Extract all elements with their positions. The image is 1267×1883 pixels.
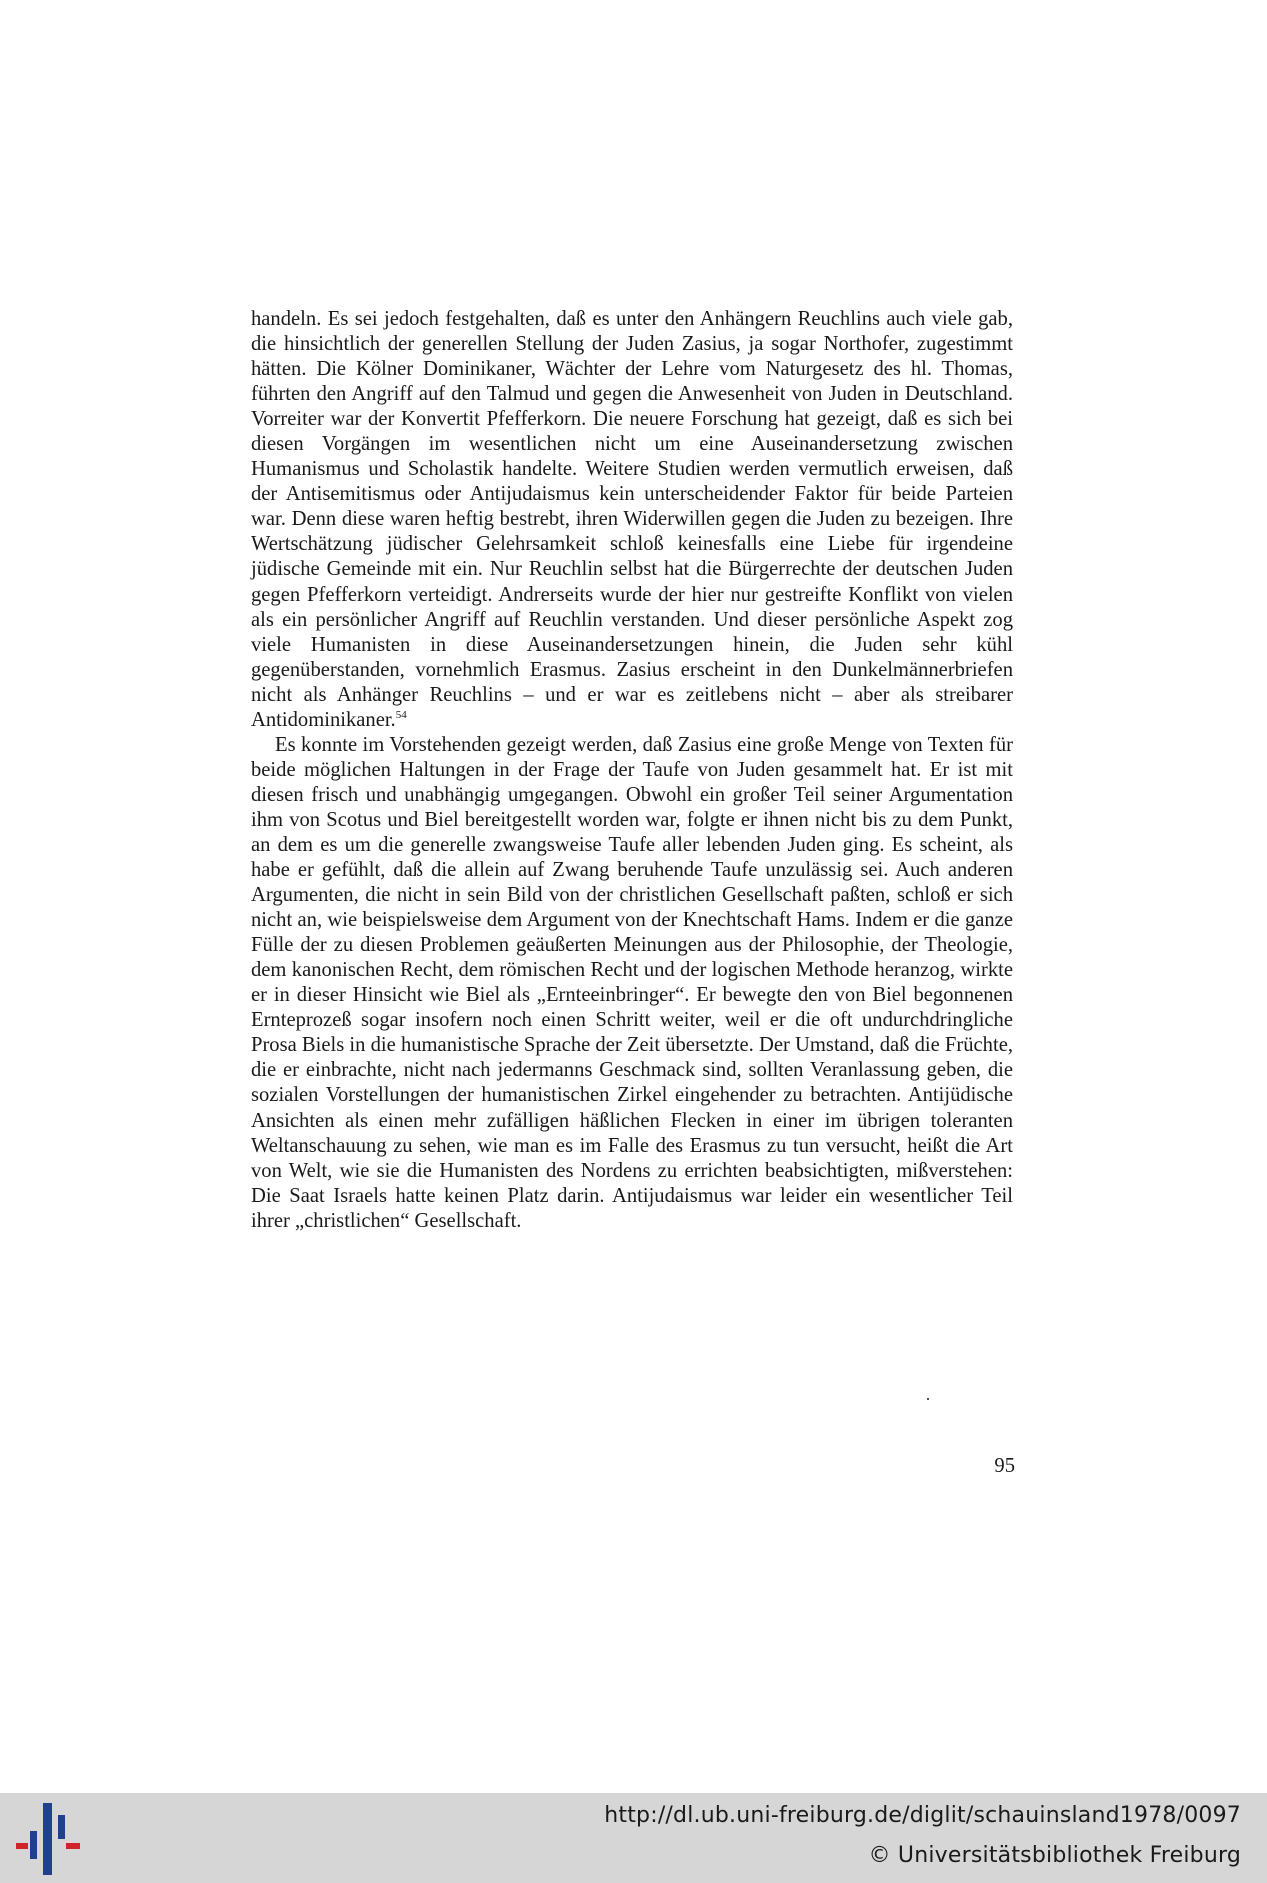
body-text — [251, 307, 1013, 1234]
permalink-url[interactable]: http://dl.ub.uni-freiburg.de/diglit/schauinsland1978/0097 — [604, 1803, 1241, 1828]
footnote-marker[interactable]: 54 — [395, 708, 407, 721]
ub-freiburg-logo-icon[interactable] — [16, 1803, 80, 1875]
scan-speck — [927, 1398, 929, 1400]
paragraph-2: Es konnte im Vorstehenden gezeigt werden, daß Zasius eine große Menge von Texten für beide möglichen Haltungen in der Frage der Taufe von Juden gesammelt hat. Er ist mit diesen frisch und unabhängig umgegangen. Obwohl ein großer Teil seiner Argumentation ihm von Scotus und Biel bereitgestellt worden war, folgte er ihnen nicht bis zu dem Punkt, an dem es um die generelle zwangsweise Taufe aller lebenden Juden ging. Es scheint, als habe er gefühlt, daß die allein auf Zwang beruhende Taufe unzulässig sei. Auch anderen Argumenten, die nicht in sein Bild von der christlichen Gesellschaft paßten, schloß er sich nicht an, wie beispielsweise dem Argument von der Knechtschaft Hams. Indem er die ganze Fülle der zu diesen Problemen geäußerten Meinungen aus der Philosophie, der Theologie, dem kanonischen Recht, dem römischen Recht und der logischen Methode heranzog, wirkte er in dieser Hinsicht wie Biel als „Ernteeinbringer“. Er bewegte den von Biel begonnenen Ernteprozeß sogar insofern noch einen Schritt weiter, weil er die oft undurchdringliche Prosa Biels in die humanistische Sprache der Zeit übersetzte. Der Umstand, daß die Früchte, die er einbrachte, nicht nach jedermanns Geschmack sind, sollten Veranlassung geben, die sozialen Vorstellungen der humanistischen Zirkel eingehender zu betrachten. Antijüdische Ansichten als einen mehr zufälligen häßlichen Flecken in einer im übrigen toleranten Weltanschauung zu sehen, wie man es im Falle des Erasmus zu tun versucht, heißt die Art von Welt, wie sie die Humanisten des Nordens zu errichten beabsichtigten, mißverstehen: Die Saat Israels hatte keinen Platz darin. Antijudaismus war leider ein wesentlicher Teil ihrer „christlichen“ Gesellschaft. — [251, 733, 1013, 1232]
page-number: 95 — [994, 1455, 1015, 1477]
copyright-notice: © Universitätsbibliothek Freiburg — [868, 1843, 1241, 1868]
logo-graphic — [16, 1803, 80, 1875]
paragraph-1: handeln. Es sei jedoch festgehalten, daß es unter den Anhängern Reuchlins auch viele gab, die hinsichtlich der generellen Stellung der Juden Zasius, ja sogar Northofer, zugestimmt hätten. Die Kölner Dominikaner, Wächter der Lehre vom Naturgesetz des hl. Thomas, führten den Angriff auf den Talmud und gegen die Anwesenheit von Juden in Deutschland. Vorreiter war der Konvertit Pfefferkorn. Die neuere Forschung hat gezeigt, daß es sich bei diesen Vorgängen im wesentlichen nicht um eine Auseinandersetzung zwischen Humanismus und Scholastik handelte. Weitere Studien werden vermutlich erweisen, daß der Antisemitismus oder Antijudaismus kein unterscheidender Faktor für beide Parteien war. Denn diese waren heftig bestrebt, ihren Widerwillen gegen die Juden zu bezeigen. Ihre Wertschätzung jüdischer Gelehrsamkeit schloß keinesfalls eine Liebe für irgendeine jüdische Gemeinde mit ein. Nur Reuchlin selbst hat die Bürgerrechte der deutschen Juden gegen Pfefferkorn verteidigt. Andrerseits wurde der hier nur gestreifte Konflikt von vielen als ein persönlicher Angriff auf Reuchlin verstanden. Und dieser persönliche Aspekt zog viele Humanisten in diese Auseinandersetzungen hinein, die Juden sehr kühl gegenüberstanden, vornehmlich Erasmus. Zasius erscheint in den Dunkelmännerbriefen nicht als Anhänger Reuchlins – und er war es zeitlebens nicht – aber als streibarer Antidominikaner.$^{54}$ — [251, 308, 1013, 731]
footer-bar — [0, 1793, 1267, 1883]
